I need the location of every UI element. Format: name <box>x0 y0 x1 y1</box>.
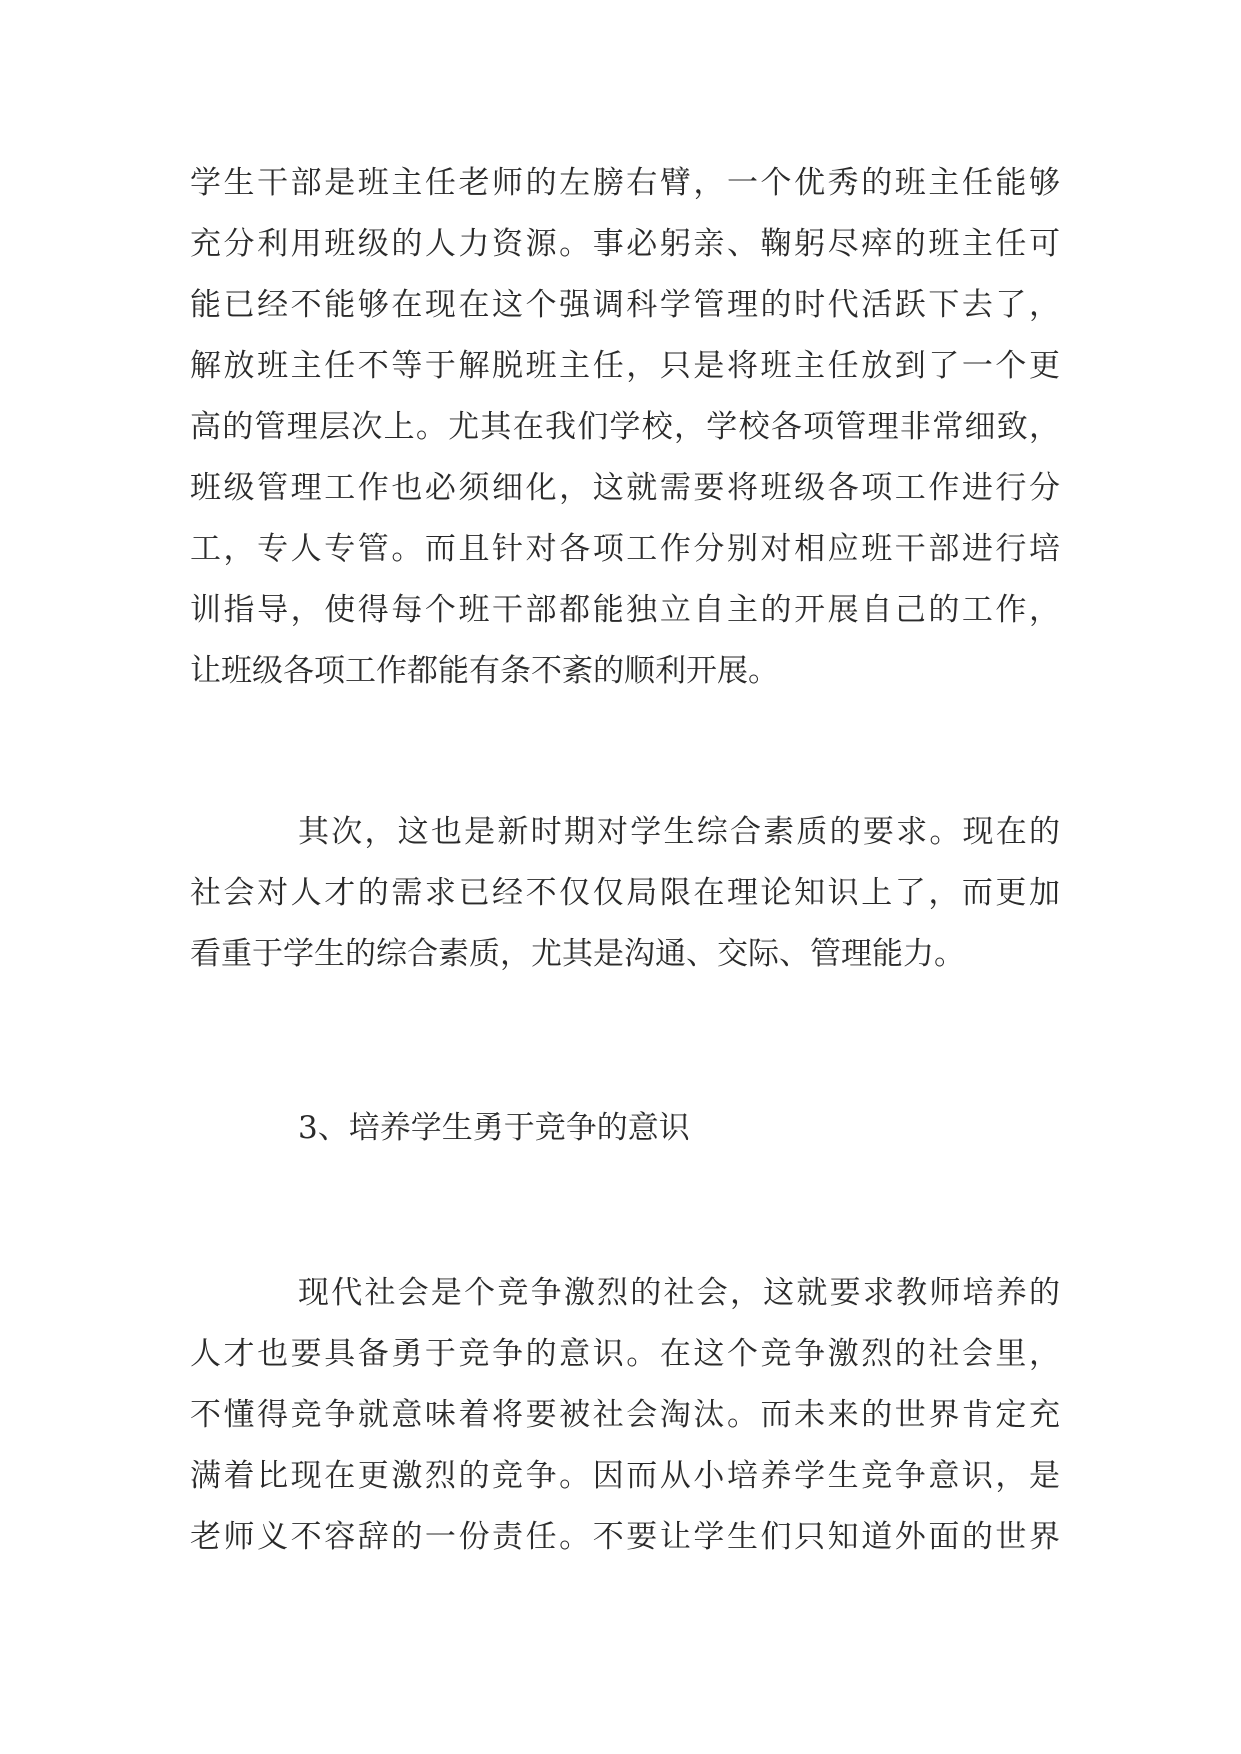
paragraph-line: 让班级各项工作都能有条不紊的顺利开展。 <box>190 653 779 689</box>
paragraph-line: 工，专人专管。而且针对各项工作分别对相应班干部进行培 <box>190 531 1060 567</box>
paragraph-line: 解放班主任不等于解脱班主任，只是将班主任放到了一个更 <box>190 348 1060 384</box>
paragraph-line: 其次，这也是新时期对学生综合素质的要求。现在的 <box>298 814 1060 850</box>
paragraph-line: 社会对人才的需求已经不仅仅局限在理论知识上了，而更加 <box>190 875 1060 911</box>
paragraph-student-cadres <box>190 153 1060 702</box>
section-heading <box>190 1098 1060 1159</box>
paragraph-line: 老师义不容辞的一份责任。不要让学生们只知道外面的世界 <box>190 1519 1060 1555</box>
paragraph-line: 不懂得竞争就意味着将要被社会淘汰。而未来的世界肯定充 <box>190 1397 1060 1433</box>
paragraph-line: 班级管理工作也必须细化，这就需要将班级各项工作进行分 <box>190 470 1060 506</box>
paragraph-line: 高的管理层次上。尤其在我们学校，学校各项管理非常细致， <box>190 409 1060 445</box>
paragraph-line: 看重于学生的综合素质，尤其是沟通、交际、管理能力。 <box>190 936 965 972</box>
paragraph-line: 学生干部是班主任老师的左膀右臂，一个优秀的班主任能够 <box>190 165 1060 201</box>
paragraph-comprehensive-quality <box>190 802 1060 985</box>
section-heading-text: 3、培养学生勇于竞争的意识 <box>298 1110 690 1146</box>
paragraph-line: 满着比现在更激烈的竞争。因而从小培养学生竞争意识，是 <box>190 1458 1060 1494</box>
paragraph-competition-awareness <box>190 1263 1060 1568</box>
paragraph-line: 训指导，使得每个班干部都能独立自主的开展自己的工作， <box>190 592 1060 628</box>
paragraph-line: 能已经不能够在现在这个强调科学管理的时代活跃下去了， <box>190 287 1060 323</box>
paragraph-line: 充分利用班级的人力资源。事必躬亲、鞠躬尽瘁的班主任可 <box>190 226 1060 262</box>
paragraph-line: 现代社会是个竞争激烈的社会，这就要求教师培养的 <box>298 1275 1060 1311</box>
paragraph-line: 人才也要具备勇于竞争的意识。在这个竞争激烈的社会里， <box>190 1336 1060 1372</box>
